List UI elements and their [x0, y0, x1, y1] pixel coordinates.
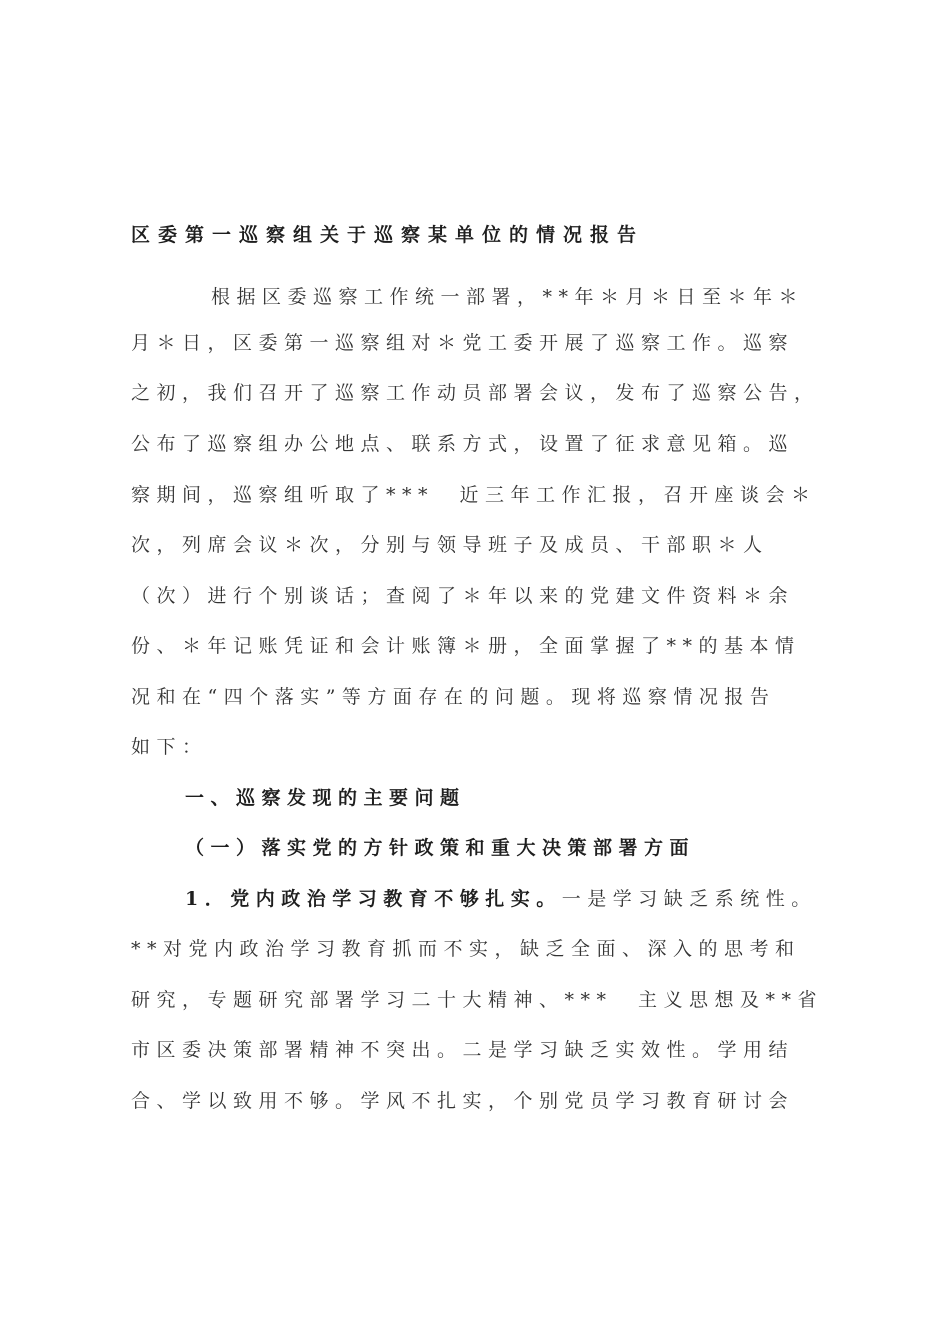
section-heading: 一、巡察发现的主要问题 — [185, 787, 466, 809]
paragraph-line: 根据区委巡察工作统一部署，**年＊月＊日至＊年＊ — [211, 286, 805, 308]
paragraph-line: 市区委决策部署精神不突出。二是学习缺乏实效性。学用结 — [131, 1039, 795, 1061]
paragraph-line: 况和在“四个落实”等方面存在的问题。现将巡察情况报告 — [131, 686, 776, 708]
paragraph-line: **对党内政治学习教育抓而不实，缺乏全面、深入的思考和 — [131, 938, 801, 960]
paragraph-line: 研究，专题研究部署学习二十大精神、*** 主义思想及**省 — [131, 989, 824, 1011]
paragraph-line: 之初，我们召开了巡察工作动员部署会议，发布了巡察公告， — [131, 382, 820, 404]
item-line — [185, 883, 835, 915]
subsection-heading: （一）落实党的方针政策和重大决策部署方面 — [185, 837, 696, 859]
item-heading: 1．党内政治学习教育不够扎实。 — [185, 888, 562, 910]
paragraph-line: （次）进行个别谈话；查阅了＊年以来的党建文件资料＊余 — [131, 585, 795, 607]
document-title: 区委第一巡察组关于巡察某单位的情况报告 — [131, 224, 645, 246]
paragraph-line: 公布了巡察组办公地点、联系方式，设置了征求意见箱。巡 — [131, 433, 795, 455]
paragraph-line: 份、＊年记账凭证和会计账簿＊册，全面掌握了**的基本情 — [131, 635, 801, 657]
paragraph-line: 月＊日，区委第一巡察组对＊党工委开展了巡察工作。巡察 — [131, 332, 795, 354]
paragraph-line: 如下： — [131, 736, 208, 758]
item-text: 一是学习缺乏系统性。 — [561, 888, 817, 910]
paragraph-line: 次，列席会议＊次，分别与领导班子及成员、干部职＊人 — [131, 534, 769, 556]
paragraph-line: 合、学以致用不够。学风不扎实，个别党员学习教育研讨会 — [131, 1090, 795, 1112]
paragraph-line: 察期间，巡察组听取了*** 近三年工作汇报，召开座谈会＊ — [131, 484, 817, 506]
